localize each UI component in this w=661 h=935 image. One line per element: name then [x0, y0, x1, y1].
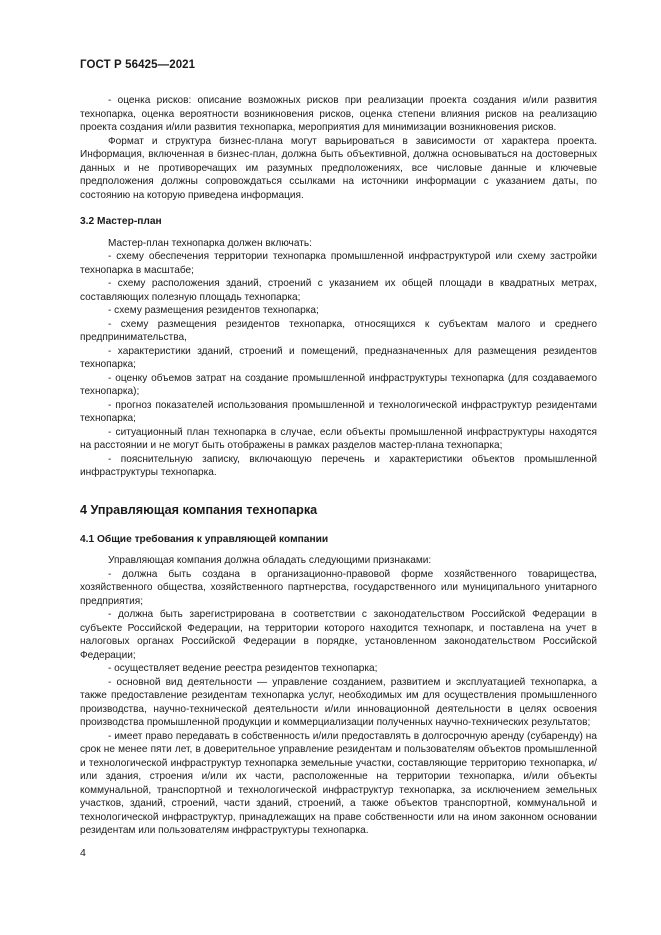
paragraph-format: Формат и структура бизнес-плана могут варьироваться в зависимости от характера проекта. Информация, включенная в бизнес-план, должна быть объективной, должна основываться на достоверных данных и не противоречащих им разумных предположениях, все числовые данные и ключевые предположения должны сопровождаться ссылками на источники информации с указанием даты, по состоянию на которую приведена информация.: [80, 135, 597, 201]
list-item: - должна быть создана в организационно-правовой форме хозяйственного товарищества, хозяйственного общества, хозяйственного партнерства, государственного или муниципального унитарного предприятия;: [80, 568, 597, 607]
paragraph-master-plan-intro: Мастер-план технопарка должен включать:: [108, 237, 312, 249]
list-item: - характеристики зданий, строений и помещений, предназначенных для размещения резидентов технопарка;: [80, 345, 597, 370]
section-heading-master-plan: 3.2 Мастер-план: [80, 216, 162, 227]
list-item: - ситуационный план технопарка в случае, если объекты промышленной инфраструктуры находятся на расстоянии и не могут быть отображены в рамках разделов мастер-плана технопарка;: [80, 426, 597, 451]
section-heading-general-requirements: 4.1 Общие требования к управляющей компании: [80, 533, 329, 545]
list-item: - имеет право передавать в собственность и/или предоставлять в долгосрочную аренду (субаренду) на срок не менее пяти лет, в доверительное управление резидентам и пользователям объектов промышленной и технологической инфраструктур технопарка земельные участки, составляющие территорию технопарка, и/или здания, строения и/или их части, расположенные на территории технопарка, и/или объекты коммунальной, транспортной и технологической инфраструктур технопарка, за исключением земельных участков, зданий, строений, части зданий, строений, а также объектов транспортной, коммунальной и технологической инфраструктур, принадлежащих на праве собственности или на ином законном основании резидентам или пользователям инфраструктуры технопарка.: [80, 730, 597, 836]
paragraph-general-requirements-intro: Управляющая компания должна обладать следующими признаками:: [108, 555, 432, 566]
page-number: 4: [80, 847, 86, 859]
list-item: - схему расположения зданий, строений с указанием их общей площади в квадратных метрах, составляющих полезную площадь технопарка;: [80, 278, 597, 303]
list-item: - схему обеспечения территории технопарка промышленной инфраструктурой или схему застройки технопарка в масштабе;: [80, 251, 597, 276]
list-item: - прогноз показателей использования промышленной и технологической инфраструктур резидентами технопарка;: [80, 399, 597, 424]
page-body: [80, 94, 597, 838]
list-item: - осуществляет ведение реестра резидентов технопарка;: [108, 663, 378, 674]
list-item: - пояснительную записку, включающую перечень и характеристики объектов промышленной инфраструктуры технопарка.: [80, 453, 597, 478]
paragraph-risk-assessment: - оценка рисков: описание возможных рисков при реализации проекта создания и/или развития технопарка, оценка вероятности возникновения рисков, оценка степени влияния рисков на реализацию проекта создания и/или развития технопарка, мероприятия для минимизации возникновения рисков.: [80, 95, 597, 133]
list-item: - схему размещения резидентов технопарка, относящихся к субъектам малого и среднего предпринимательства,: [80, 318, 597, 343]
document-header: ГОСТ Р 56425—2021: [80, 59, 196, 71]
list-item: - оценку объемов затрат на создание промышленной инфраструктуры технопарка (для создаваемого технопарка);: [80, 372, 597, 397]
list-item: - схему размещения резидентов технопарка;: [108, 305, 319, 316]
list-item: - должна быть зарегистрирована в соответствии с законодательством Российской Федерации в субъекте Российской Федерации, на территории которого находится технопарк, и поставлена на учет в налоговых органах Российской Федерации в порядке, установленном законодательством Российской Федерации;: [80, 609, 597, 661]
list-item: - основной вид деятельности — управление созданием, развитием и эксплуатацией технопарка, а также предоставление резидентам технопарка услуг, необходимых им для осуществления промышленного производства, научно-технической деятельности и/или инновационной деятельности в целях освоения производства промышленной продукции и коммерциализации полученных научно-технических результатов;: [80, 676, 597, 728]
section-heading-management-company: 4 Управляющая компания технопарка: [80, 502, 318, 517]
